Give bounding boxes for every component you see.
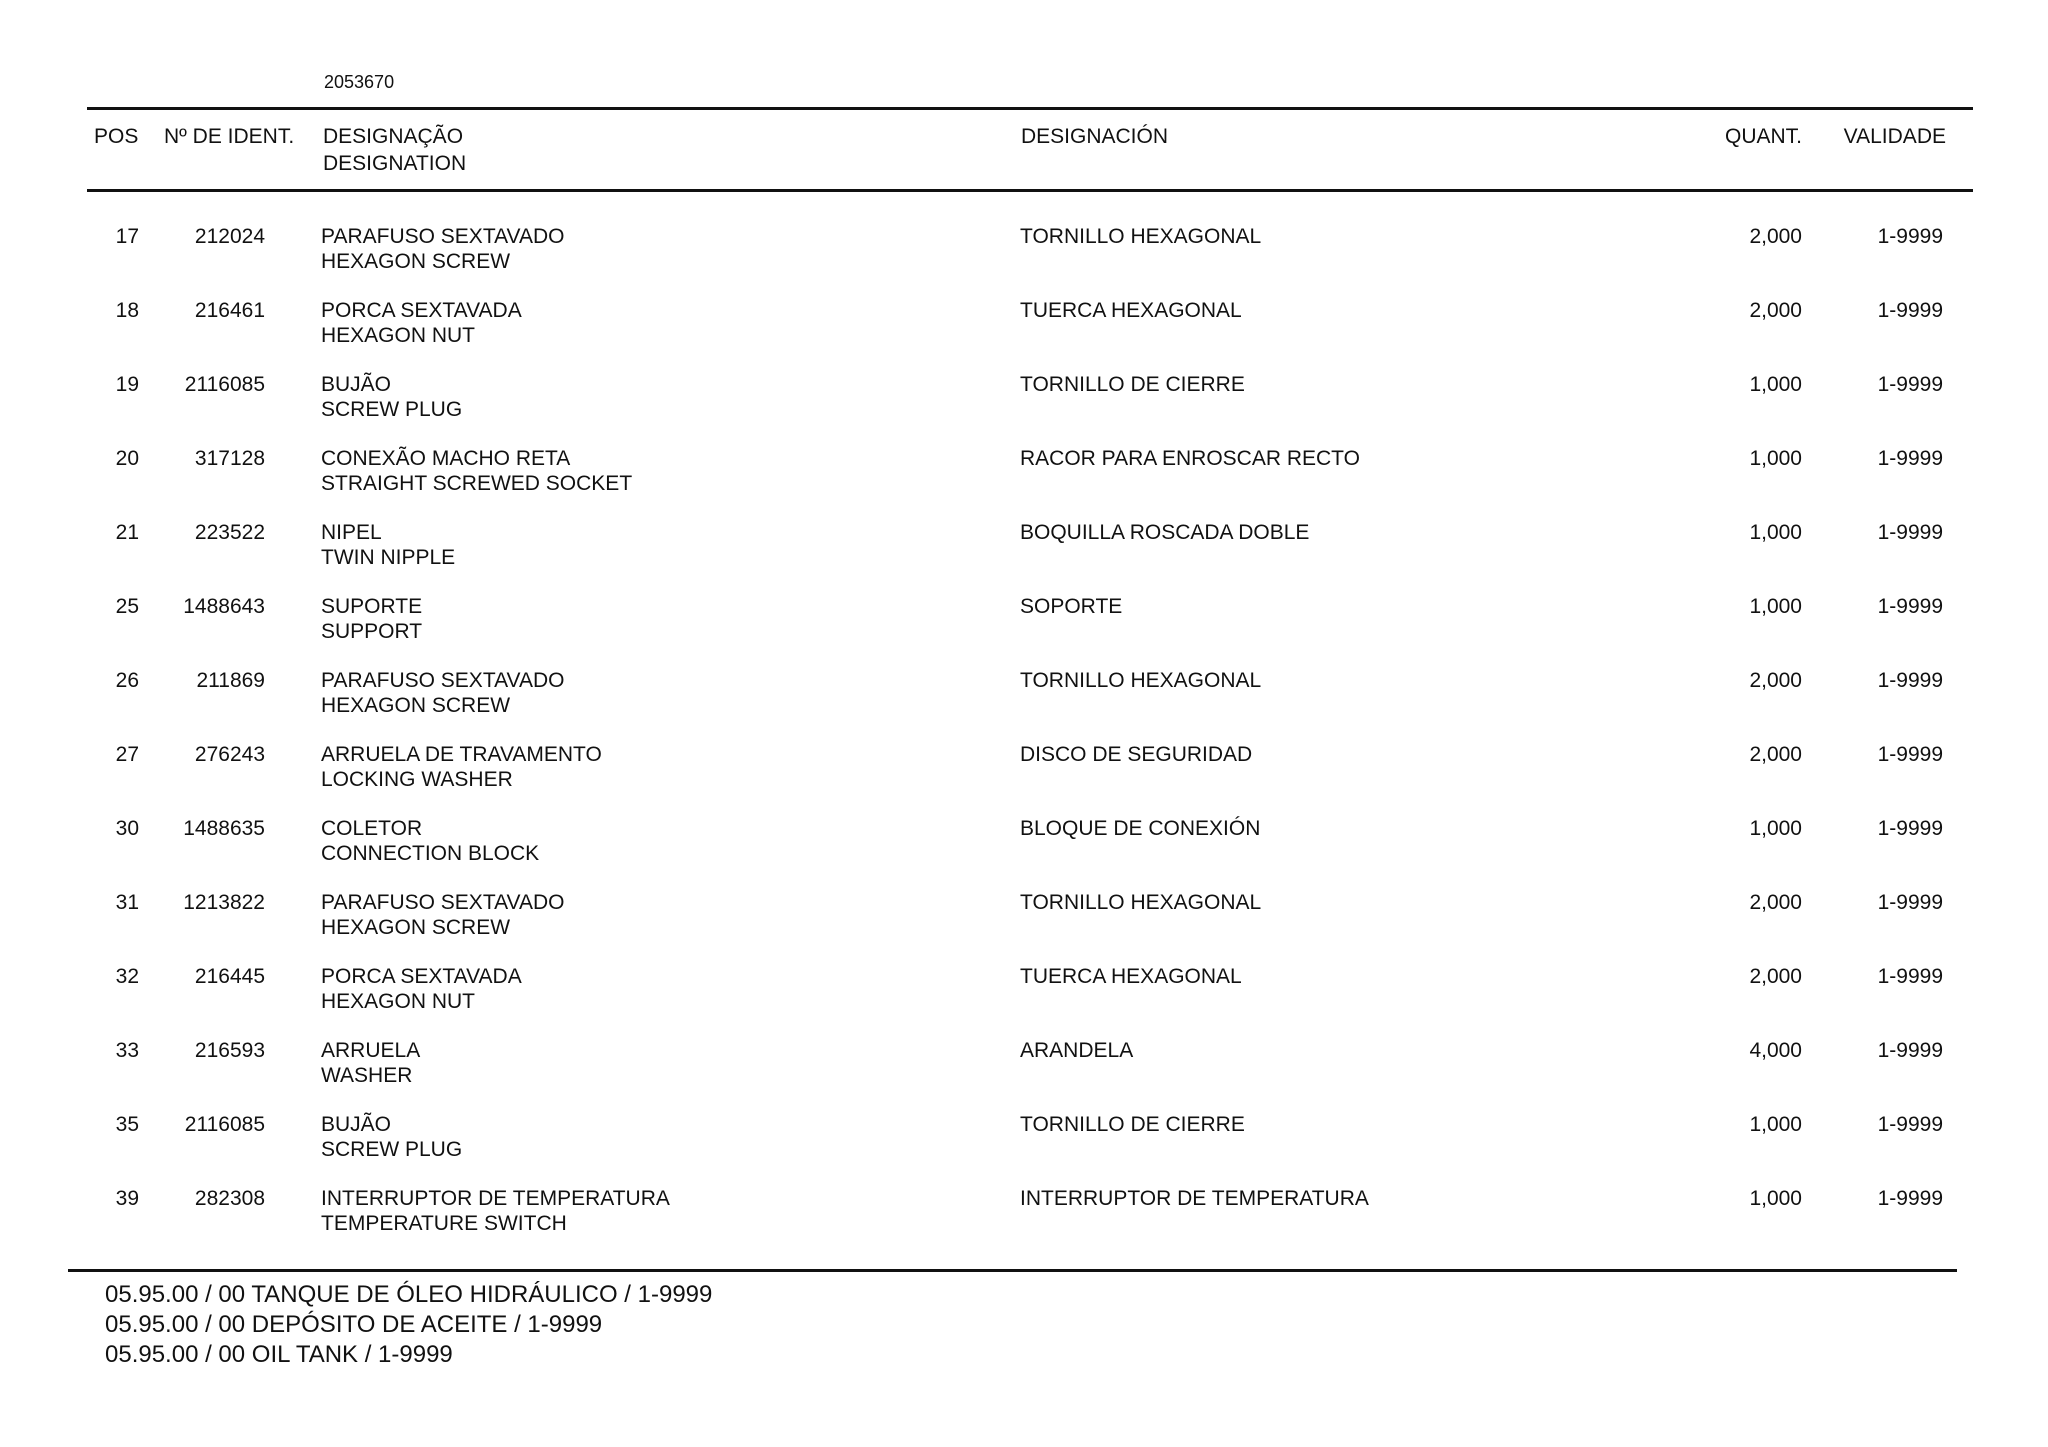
row-designation-en: WASHER [321,1064,413,1087]
row-pos: 39 [115,1187,139,1210]
row-pos: 17 [115,225,139,248]
row-quantity: 2,000 [1749,225,1802,248]
row-designation-en: TWIN NIPPLE [321,546,456,569]
row-pos: 20 [115,447,139,470]
row-designation-pt: PORCA SEXTAVADA [321,965,522,988]
row-designation-pt: PARAFUSO SEXTAVADO [321,891,565,914]
bottom-rule [68,1269,1957,1272]
row-quantity: 1,000 [1749,373,1802,396]
table-row [0,742,2048,816]
row-validity: 1-9999 [1877,595,1943,618]
row-quantity: 1,000 [1749,521,1802,544]
row-validity: 1-9999 [1877,521,1943,544]
row-designation-en: SCREW PLUG [321,398,463,421]
header-validity: VALIDADE [1843,125,1946,148]
row-ident: 212024 [194,225,265,248]
row-quantity: 1,000 [1749,1187,1802,1210]
row-designation-pt: ARRUELA DE TRAVAMENTO [321,743,602,766]
row-ident: 216593 [194,1039,265,1062]
row-designation-es: RACOR PARA ENROSCAR RECTO [1020,447,1360,470]
header-quantity: QUANT. [1724,125,1802,148]
row-validity: 1-9999 [1877,817,1943,840]
row-designation-en: HEXAGON NUT [321,990,476,1013]
row-designation-es: BOQUILLA ROSCADA DOBLE [1020,521,1310,544]
row-designation-en: HEXAGON SCREW [321,250,511,273]
row-designation-es: TORNILLO HEXAGONAL [1020,669,1262,692]
row-pos: 26 [115,669,139,692]
table-row [0,446,2048,520]
footer-line-pt: 05.95.00 / 00 TANQUE DE ÓLEO HIDRÁULICO / 1-9999 [105,1281,713,1308]
header-pos: POS [94,125,139,148]
row-quantity: 2,000 [1749,743,1802,766]
row-designation-es: INTERRUPTOR DE TEMPERATURA [1020,1187,1369,1210]
row-quantity: 2,000 [1749,891,1802,914]
row-pos: 30 [115,817,139,840]
table-row [0,298,2048,372]
table-row [0,372,2048,446]
row-validity: 1-9999 [1877,299,1943,322]
table-row [0,964,2048,1038]
row-ident: 2116085 [184,1113,265,1136]
row-designation-pt: BUJÃO [321,1113,392,1136]
footer-line-es: 05.95.00 / 00 DEPÓSITO DE ACEITE / 1-9999 [105,1311,603,1338]
row-ident: 211869 [196,669,265,692]
row-designation-es: BLOQUE DE CONEXIÓN [1020,817,1261,840]
table-row [0,1186,2048,1260]
row-ident: 216445 [194,965,265,988]
row-ident: 2116085 [184,373,265,396]
row-ident: 1213822 [183,891,265,914]
row-ident: 282308 [194,1187,265,1210]
row-designation-es: TORNILLO DE CIERRE [1020,373,1245,396]
row-quantity: 1,000 [1749,447,1802,470]
row-pos: 27 [115,743,139,766]
row-quantity: 2,000 [1749,965,1802,988]
row-designation-es: DISCO DE SEGURIDAD [1020,743,1253,766]
row-validity: 1-9999 [1877,225,1943,248]
row-designation-en: SUPPORT [321,620,423,643]
row-designation-pt: PARAFUSO SEXTAVADO [321,225,565,248]
row-validity: 1-9999 [1877,965,1943,988]
table-row [0,816,2048,890]
table-row [0,1112,2048,1186]
row-pos: 25 [115,595,139,618]
row-pos: 33 [115,1039,139,1062]
row-quantity: 2,000 [1749,299,1802,322]
row-designation-pt: SUPORTE [321,595,423,618]
table-row [0,1038,2048,1112]
footer-line-en: 05.95.00 / 00 OIL TANK / 1-9999 [105,1341,453,1368]
row-designation-en: HEXAGON SCREW [321,916,511,939]
row-designation-en: HEXAGON SCREW [321,694,511,717]
row-designation-pt: COLETOR [321,817,423,840]
row-validity: 1-9999 [1877,1039,1943,1062]
row-ident: 216461 [194,299,265,322]
row-designation-es: TORNILLO DE CIERRE [1020,1113,1245,1136]
row-designation-pt: INTERRUPTOR DE TEMPERATURA [321,1187,670,1210]
row-designation-pt: ARRUELA [321,1039,421,1062]
row-designation-es: TORNILLO HEXAGONAL [1020,225,1262,248]
table-row [0,520,2048,594]
row-designation-en: TEMPERATURE SWITCH [321,1212,567,1235]
row-pos: 32 [115,965,139,988]
header-designation-en: DESIGNATION [323,152,467,175]
header-designation-es: DESIGNACIÓN [1021,125,1169,148]
row-pos: 35 [115,1113,139,1136]
row-quantity: 4,000 [1749,1039,1802,1062]
row-pos: 31 [115,891,139,914]
row-quantity: 1,000 [1749,817,1802,840]
row-designation-pt: PORCA SEXTAVADA [321,299,522,322]
row-designation-pt: BUJÃO [321,373,392,396]
row-pos: 19 [115,373,139,396]
row-validity: 1-9999 [1877,669,1943,692]
row-pos: 18 [115,299,139,322]
top-rule [87,107,1973,110]
row-designation-en: HEXAGON NUT [321,324,476,347]
row-ident: 1488643 [183,595,265,618]
row-designation-es: ARANDELA [1020,1039,1134,1062]
row-pos: 21 [115,521,139,544]
parts-list [0,224,2048,1260]
assembly-footer [105,1280,712,1370]
row-designation-pt: CONEXÃO MACHO RETA [321,447,571,470]
row-designation-en: SCREW PLUG [321,1138,463,1161]
row-validity: 1-9999 [1877,447,1943,470]
row-ident: 317128 [194,447,265,470]
row-validity: 1-9999 [1877,1113,1943,1136]
row-validity: 1-9999 [1877,1187,1943,1210]
document-number: 2053670 [324,72,395,92]
table-row [0,594,2048,668]
row-designation-en: CONNECTION BLOCK [321,842,540,865]
row-quantity: 1,000 [1749,595,1802,618]
header-designation-pt: DESIGNAÇÃO [323,125,464,148]
row-designation-es: TUERCA HEXAGONAL [1020,299,1242,322]
table-row [0,668,2048,742]
row-designation-en: STRAIGHT SCREWED SOCKET [321,472,633,495]
row-quantity: 1,000 [1749,1113,1802,1136]
header-ident: Nº DE IDENT. [164,125,295,148]
row-quantity: 2,000 [1749,669,1802,692]
row-designation-en: LOCKING WASHER [321,768,513,791]
row-designation-es: SOPORTE [1020,595,1123,618]
table-row [0,890,2048,964]
row-validity: 1-9999 [1877,743,1943,766]
row-validity: 1-9999 [1877,891,1943,914]
row-designation-es: TUERCA HEXAGONAL [1020,965,1242,988]
row-validity: 1-9999 [1877,373,1943,396]
row-ident: 1488635 [183,817,265,840]
table-row [0,224,2048,298]
row-designation-pt: NIPEL [321,521,382,544]
row-ident: 276243 [194,743,265,766]
header-rule [87,189,1973,192]
row-designation-pt: PARAFUSO SEXTAVADO [321,669,565,692]
row-ident: 223522 [194,521,265,544]
row-designation-es: TORNILLO HEXAGONAL [1020,891,1262,914]
